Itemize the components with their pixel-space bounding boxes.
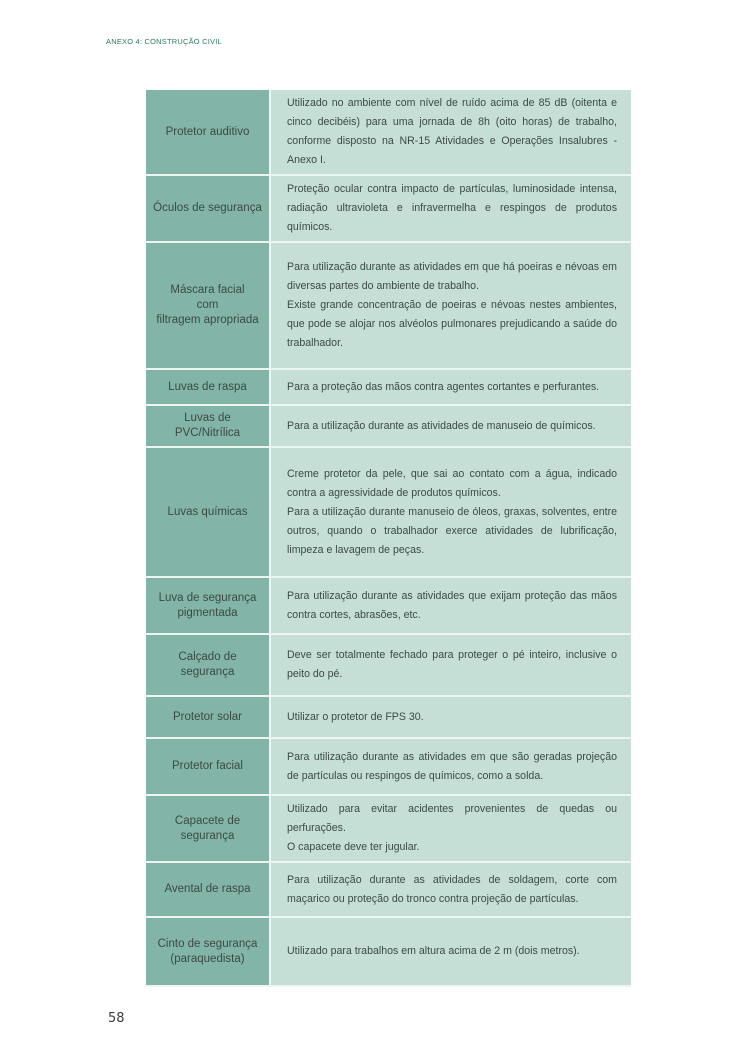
table-row: [146, 369, 631, 405]
description-paragraph: Utilizar o protetor de FPS 30.: [287, 710, 424, 723]
epi-description: [270, 862, 631, 917]
epi-name: Avental de raspa: [146, 862, 270, 917]
description-paragraph: Utilizado para trabalhos em altura acima de 2 m (dois metros).: [287, 945, 580, 957]
table-row: [146, 738, 631, 795]
epi-description: [270, 577, 631, 634]
epi-name: Cinto de segurança (paraquedista): [146, 917, 270, 986]
table-row: [146, 862, 631, 917]
table-row: [146, 577, 631, 634]
table-row: [146, 405, 631, 447]
epi-name: Protetor solar: [146, 696, 270, 738]
epi-name: Luva de segurança pigmentada: [146, 577, 270, 634]
description-paragraph: Para utilização durante as atividades de soldagem, corte com maçarico ou proteção do tronco contra projeção de partículas.: [287, 873, 617, 905]
epi-name: Calçado de segurança: [146, 634, 270, 696]
epi-description: [270, 242, 631, 369]
epi-description: [270, 175, 631, 242]
epi-name: Luvas de PVC/Nitrílica: [146, 405, 270, 447]
description-paragraph: Existe grande concentração de poeiras e névoas nestes ambientes, que pode se alojar nos alvéolos pulmonares prejudicando a saúde do trabalhador.: [287, 299, 617, 349]
page-number: 58: [108, 1011, 125, 1026]
table-row: [146, 90, 631, 175]
description-paragraph: Utilizado no ambiente com nível de ruído acima de 85 dB (oitenta e cinco decibéis) para uma jornada de 8h (oito horas) de trabalho, conforme disposto na NR-15 Atividades e Operações Insalubres - Anexo I.: [287, 97, 617, 166]
epi-table-body: [146, 90, 631, 986]
running-header: ANEXO 4: CONSTRUÇÃO CIVIL: [106, 37, 222, 46]
epi-name: Capacete de segurança: [146, 795, 270, 862]
description-paragraph: Para a proteção das mãos contra agentes cortantes e perfurantes.: [287, 380, 600, 393]
epi-table: [146, 90, 631, 987]
table-row: [146, 917, 631, 986]
epi-description: [270, 696, 631, 738]
description-paragraph: Para utilização durante as atividades que exijam proteção das mãos contra cortes, abrasões, etc.: [287, 589, 617, 621]
epi-description: [270, 917, 631, 986]
epi-description: [270, 738, 631, 795]
epi-description: [270, 795, 631, 862]
description-paragraph: Utilizado para evitar acidentes provenientes de quedas ou perfurações.: [287, 803, 617, 834]
description-paragraph: Para a utilização durante as atividades de manuseio de químicos.: [287, 419, 596, 432]
table-row: [146, 696, 631, 738]
epi-name: Protetor auditivo: [146, 90, 270, 175]
epi-description: [270, 634, 631, 696]
description-paragraph: O capacete deve ter jugular.: [287, 841, 420, 853]
description-paragraph: Proteção ocular contra impacto de partículas, luminosidade intensa, radiação ultravioleta e infravermelha e respingos de produtos químicos.: [287, 183, 617, 233]
epi-name: Óculos de segurança: [146, 175, 270, 242]
description-paragraph: Deve ser totalmente fechado para proteger o pé inteiro, inclusive o peito do pé.: [287, 649, 617, 680]
table-row: [146, 242, 631, 369]
epi-name: Luvas de raspa: [146, 369, 270, 405]
epi-description: [270, 405, 631, 447]
table-row: [146, 634, 631, 696]
epi-description: [270, 447, 631, 577]
description-paragraph: Para utilização durante as atividades em que há poeiras e névoas em diversas partes do ambiente de trabalho.: [287, 261, 617, 292]
description-paragraph: Para a utilização durante manuseio de óleos, graxas, solventes, entre outros, quando o trabalhador exerce atividades de lubrificação, limpeza e lavagem de peças.: [287, 505, 617, 556]
epi-name: Protetor facial: [146, 738, 270, 795]
table-row: [146, 795, 631, 862]
epi-name: Máscara facial com filtragem apropriada: [146, 242, 270, 369]
epi-name: Luvas químicas: [146, 447, 270, 577]
epi-description: [270, 369, 631, 405]
table-row: [146, 175, 631, 242]
epi-description: [270, 90, 631, 175]
description-paragraph: Creme protetor da pele, que sai ao contato com a água, indicado contra a agressividade de produtos químicos.: [287, 467, 617, 499]
description-paragraph: Para utilização durante as atividades em que são geradas projeção de partículas ou respingos de químicos, como a solda.: [287, 750, 617, 782]
table-row: [146, 447, 631, 577]
